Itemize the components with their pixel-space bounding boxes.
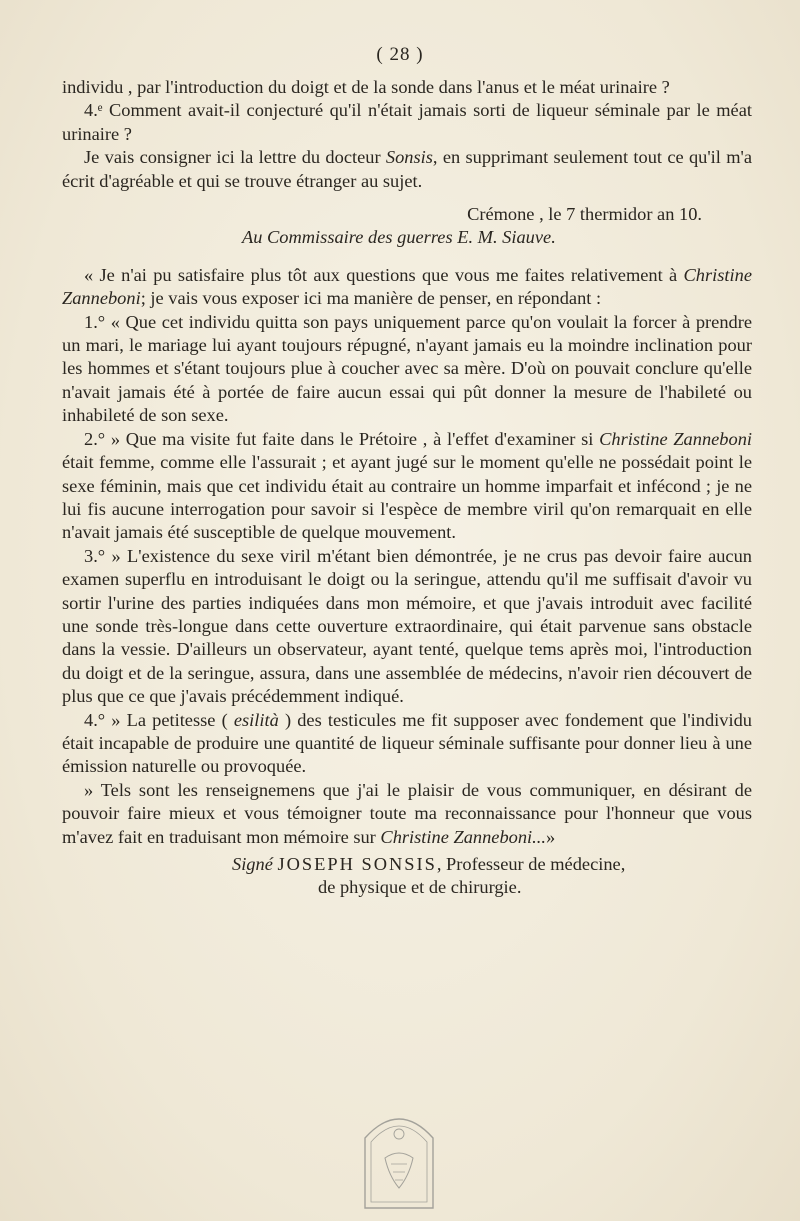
closing-paragraph — [62, 779, 752, 849]
signature-title: , Professeur de médecine, — [436, 854, 626, 874]
closing-quote: » — [545, 826, 556, 847]
signature-line — [232, 853, 752, 876]
answer-1: 1.° « Que cet individu quitta son pays uniquement parce qu'on voulait la forcer à prendre un mari, le mariage lui ayant toujours répugné, n'ayant jamais eu la moindre inclination pour les hommes et s'étant toujours plue à coucher avec sa mère. D'où on pouvait conclure qu'elle n'avait jamais été à portée de faire aucun essai qui pût donner la mesure de l'habileté ou inhabileté de son sexe. — [62, 311, 752, 426]
page-number: ( 28 ) — [376, 44, 424, 65]
italic-term: esilità — [233, 709, 279, 730]
signature-title-2: de physique et de chirurgie. — [318, 877, 522, 898]
library-stamp-icon — [355, 1098, 443, 1216]
addressee: Au Commissaire des guerres E. M. Siauve. — [242, 227, 556, 248]
person-name: Christine Zanneboni — [62, 264, 752, 309]
answer-4-rest: ) des testicules me fit supposer avec fondement que l'individu était incapable de produire une quantité de liqueur séminale suffisante pour donner lieu à une émission naturelle ou provoquée. — [62, 709, 752, 777]
intro-text: Je vais consigner ici la lettre du docteur — [84, 147, 381, 168]
answer-2 — [62, 428, 752, 545]
signature-name: JOSEPH SONSIS — [277, 854, 437, 874]
letter-opening-rest: ; je vais vous exposer ici ma manière de penser, en répondant : — [140, 288, 602, 309]
answer-2-rest: était femme, comme elle l'assurait ; et ayant jugé sur le moment qu'elle ne possédait point le sexe féminin, mais que cet individu était au contraire un homme imparfait et infécond ; je ne lui fis aucune interrogation pour savoir si l'espèce de membre viril qu'on remarquait en elle n'avait jamais été susceptible de quelque mouvement. — [62, 452, 752, 543]
question-4: 4.ᵉ Comment avait-il conjecturé qu'il n'était jamais sorti de liqueur séminale par le méat urinaire ? — [62, 100, 752, 144]
doctor-name: Sonsis — [385, 147, 433, 168]
answer-3: 3.° » L'existence du sexe viril m'étant bien démontrée, je ne crus pas devoir faire aucun examen superflu en introduisant le doigt ou la seringue, attendu qu'il me suffisait d'avoir vu sortir l'urine des parties indiquées dans mon mémoire, et que j'avais introduit avec facilité une sonde très-longue dans cette ouverture extraordinaire, qui était parvenue sans obstacle dans la vessie. D'ailleurs un observateur, ayant tenté, quelque tems après moi, l'introduction du doigt et de la seringue, assura, dans une assemblée de médecins, n'avoir rien découvert de plus que ce que j'avais précédemment indiqué. — [62, 545, 752, 707]
document-body — [62, 76, 752, 900]
closing-text: » Tels sont les renseignemens que j'ai le plaisir de vous communiquer, en désirant de pouvoir faire mieux et vous témoigner toute ma reconnaissance pour l'honneur que vous m'avez fait en traduisant mon mémoire sur — [62, 779, 752, 847]
dateline: Crémone , le 7 thermidor an 10. — [467, 204, 702, 225]
answer-4 — [62, 709, 752, 779]
letter-opening-text: « Je n'ai pu satisfaire plus tôt aux questions que vous me faites relativement à — [84, 264, 678, 285]
spacer — [62, 250, 752, 264]
intro-paragraph — [62, 146, 752, 193]
letter-opening — [62, 264, 752, 311]
answer-4-text: 4.° » La petitesse ( — [84, 709, 228, 730]
answer-2-text: 2.° » Que ma visite fut faite dans le Prétoire , à l'effet d'examiner si — [84, 428, 594, 449]
person-name: Christine Zanneboni... — [380, 826, 546, 847]
signature-signe: Signé — [232, 854, 273, 874]
person-name: Christine Zanneboni — [599, 428, 752, 449]
intro-text-rest: , en supprimant seulement tout ce qu'il m'a écrit d'agréable et qui se trouve étranger au sujet. — [62, 147, 752, 191]
spacer — [62, 193, 752, 203]
paragraph-continuation: individu , par l'introduction du doigt et de la sonde dans l'anus et le méat urinaire ? — [62, 77, 670, 97]
